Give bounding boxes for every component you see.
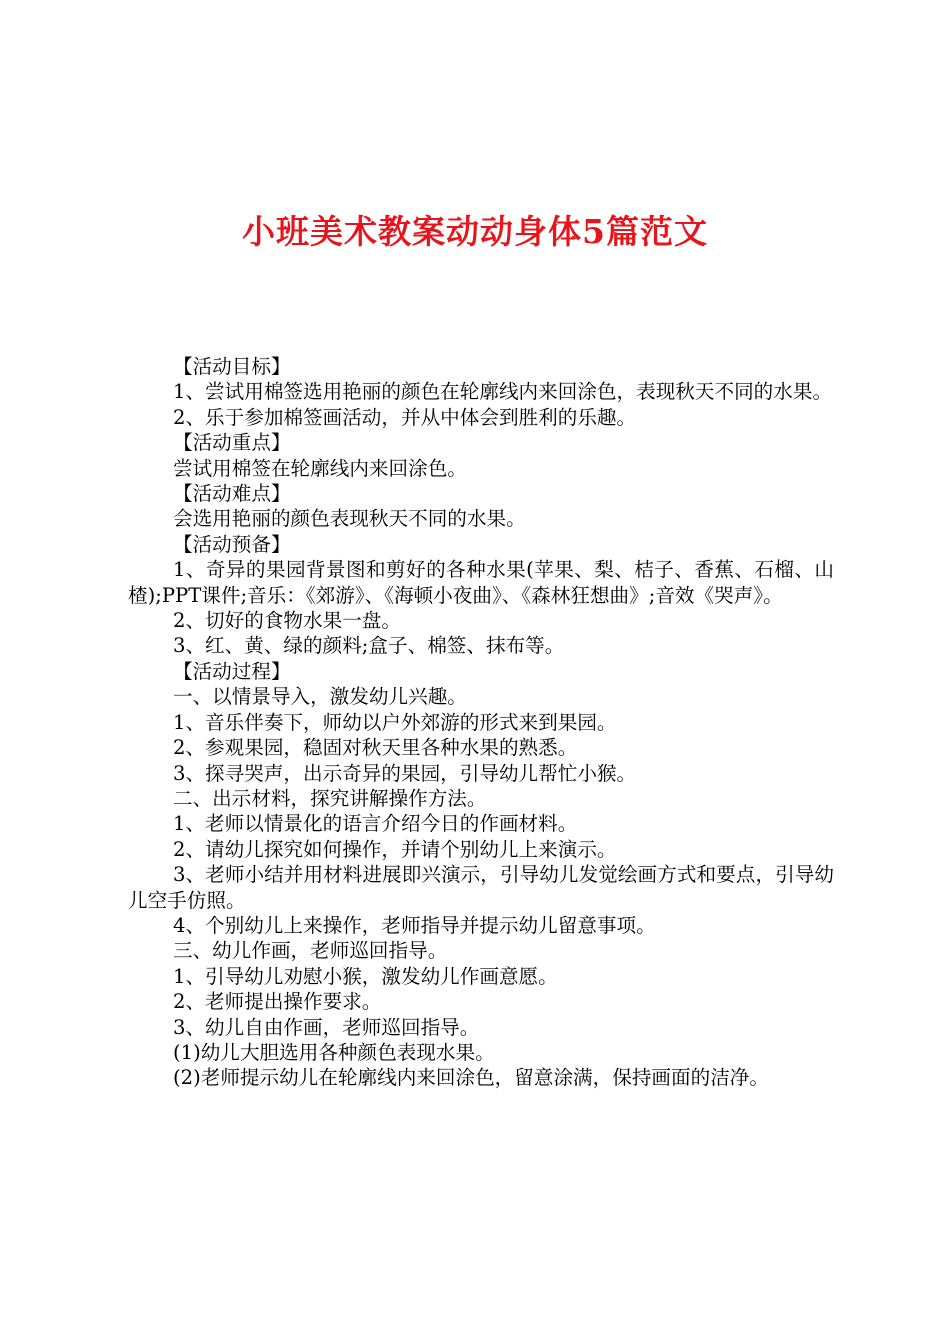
paragraph: 2、乐于参加棉签画活动，并从中体会到胜利的乐趣。	[173, 405, 637, 429]
document-title: 小班美术教案动动身体5篇范文	[242, 212, 708, 251]
paragraph: 1、尝试用棉签选用艳丽的颜色在轮廓线内来回涂色，表现秋天不同的水果。	[173, 380, 833, 404]
section-heading-process: 【活动过程】	[173, 659, 291, 683]
paragraph: 2、切好的食物水果一盘。	[173, 609, 401, 633]
section-heading-goals: 【活动目标】	[173, 355, 291, 378]
paragraph: 1、奇异的果园背景图和剪好的各种水果(苹果、梨、桔子、香蕉、石榴、山楂);PPT课件;音乐：《郊游》、《海顿小夜曲》、《森林狂想曲》;音效《哭声》。	[128, 558, 834, 607]
paragraph: 二、出示材料，探究讲解操作方法。	[173, 786, 487, 810]
paragraph: 1、引导幼儿劝慰小猴，激发幼儿作画意愿。	[173, 964, 558, 988]
paragraph: 尝试用棉签在轮廓线内来回涂色。	[173, 456, 467, 480]
paragraph: 3、幼儿自由作画，老师巡回指导。	[173, 1015, 480, 1039]
section-heading-difficulties: 【活动难点】	[173, 482, 291, 506]
paragraph: 1、音乐伴奏下，师幼以户外郊游的形式来到果园。	[173, 710, 617, 734]
paragraph: 2、参观果园，稳固对秋天里各种水果的熟悉。	[173, 736, 578, 760]
section-heading-preparation: 【活动预备】	[173, 532, 291, 556]
paragraph: 3、探寻哭声，出示奇异的果园，引导幼儿帮忙小猴。	[173, 761, 637, 785]
paragraph: 3、红、黄、绿的颜料;盒子、棉签、抹布等。	[173, 634, 565, 658]
paragraph: 4、个别幼儿上来操作，老师指导并提示幼儿留意事项。	[173, 913, 656, 937]
paragraph: 1、老师以情景化的语言介绍今日的作画材料。	[173, 812, 578, 836]
paragraph: 会选用艳丽的颜色表现秋天不同的水果。	[173, 507, 526, 531]
paragraph: 一、以情景导入，激发幼儿兴趣。	[173, 685, 467, 709]
section-heading-key-points: 【活动重点】	[173, 431, 291, 455]
paragraph: 2、老师提出操作要求。	[173, 990, 382, 1014]
paragraph: 三、幼儿作画，老师巡回指导。	[173, 939, 448, 963]
paragraph: 2、请幼儿探究如何操作，并请个别幼儿上来演示。	[173, 837, 617, 861]
paragraph: (1)幼儿大胆选用各种颜色表现水果。	[173, 1040, 495, 1064]
paragraph: (2)老师提示幼儿在轮廓线内来回涂色，留意涂满，保持画面的洁净。	[173, 1066, 769, 1090]
paragraph: 3、老师小结并用材料进展即兴演示，引导幼儿发觉绘画方式和要点，引导幼儿空手仿照。	[128, 863, 834, 912]
document-body	[128, 354, 834, 1091]
